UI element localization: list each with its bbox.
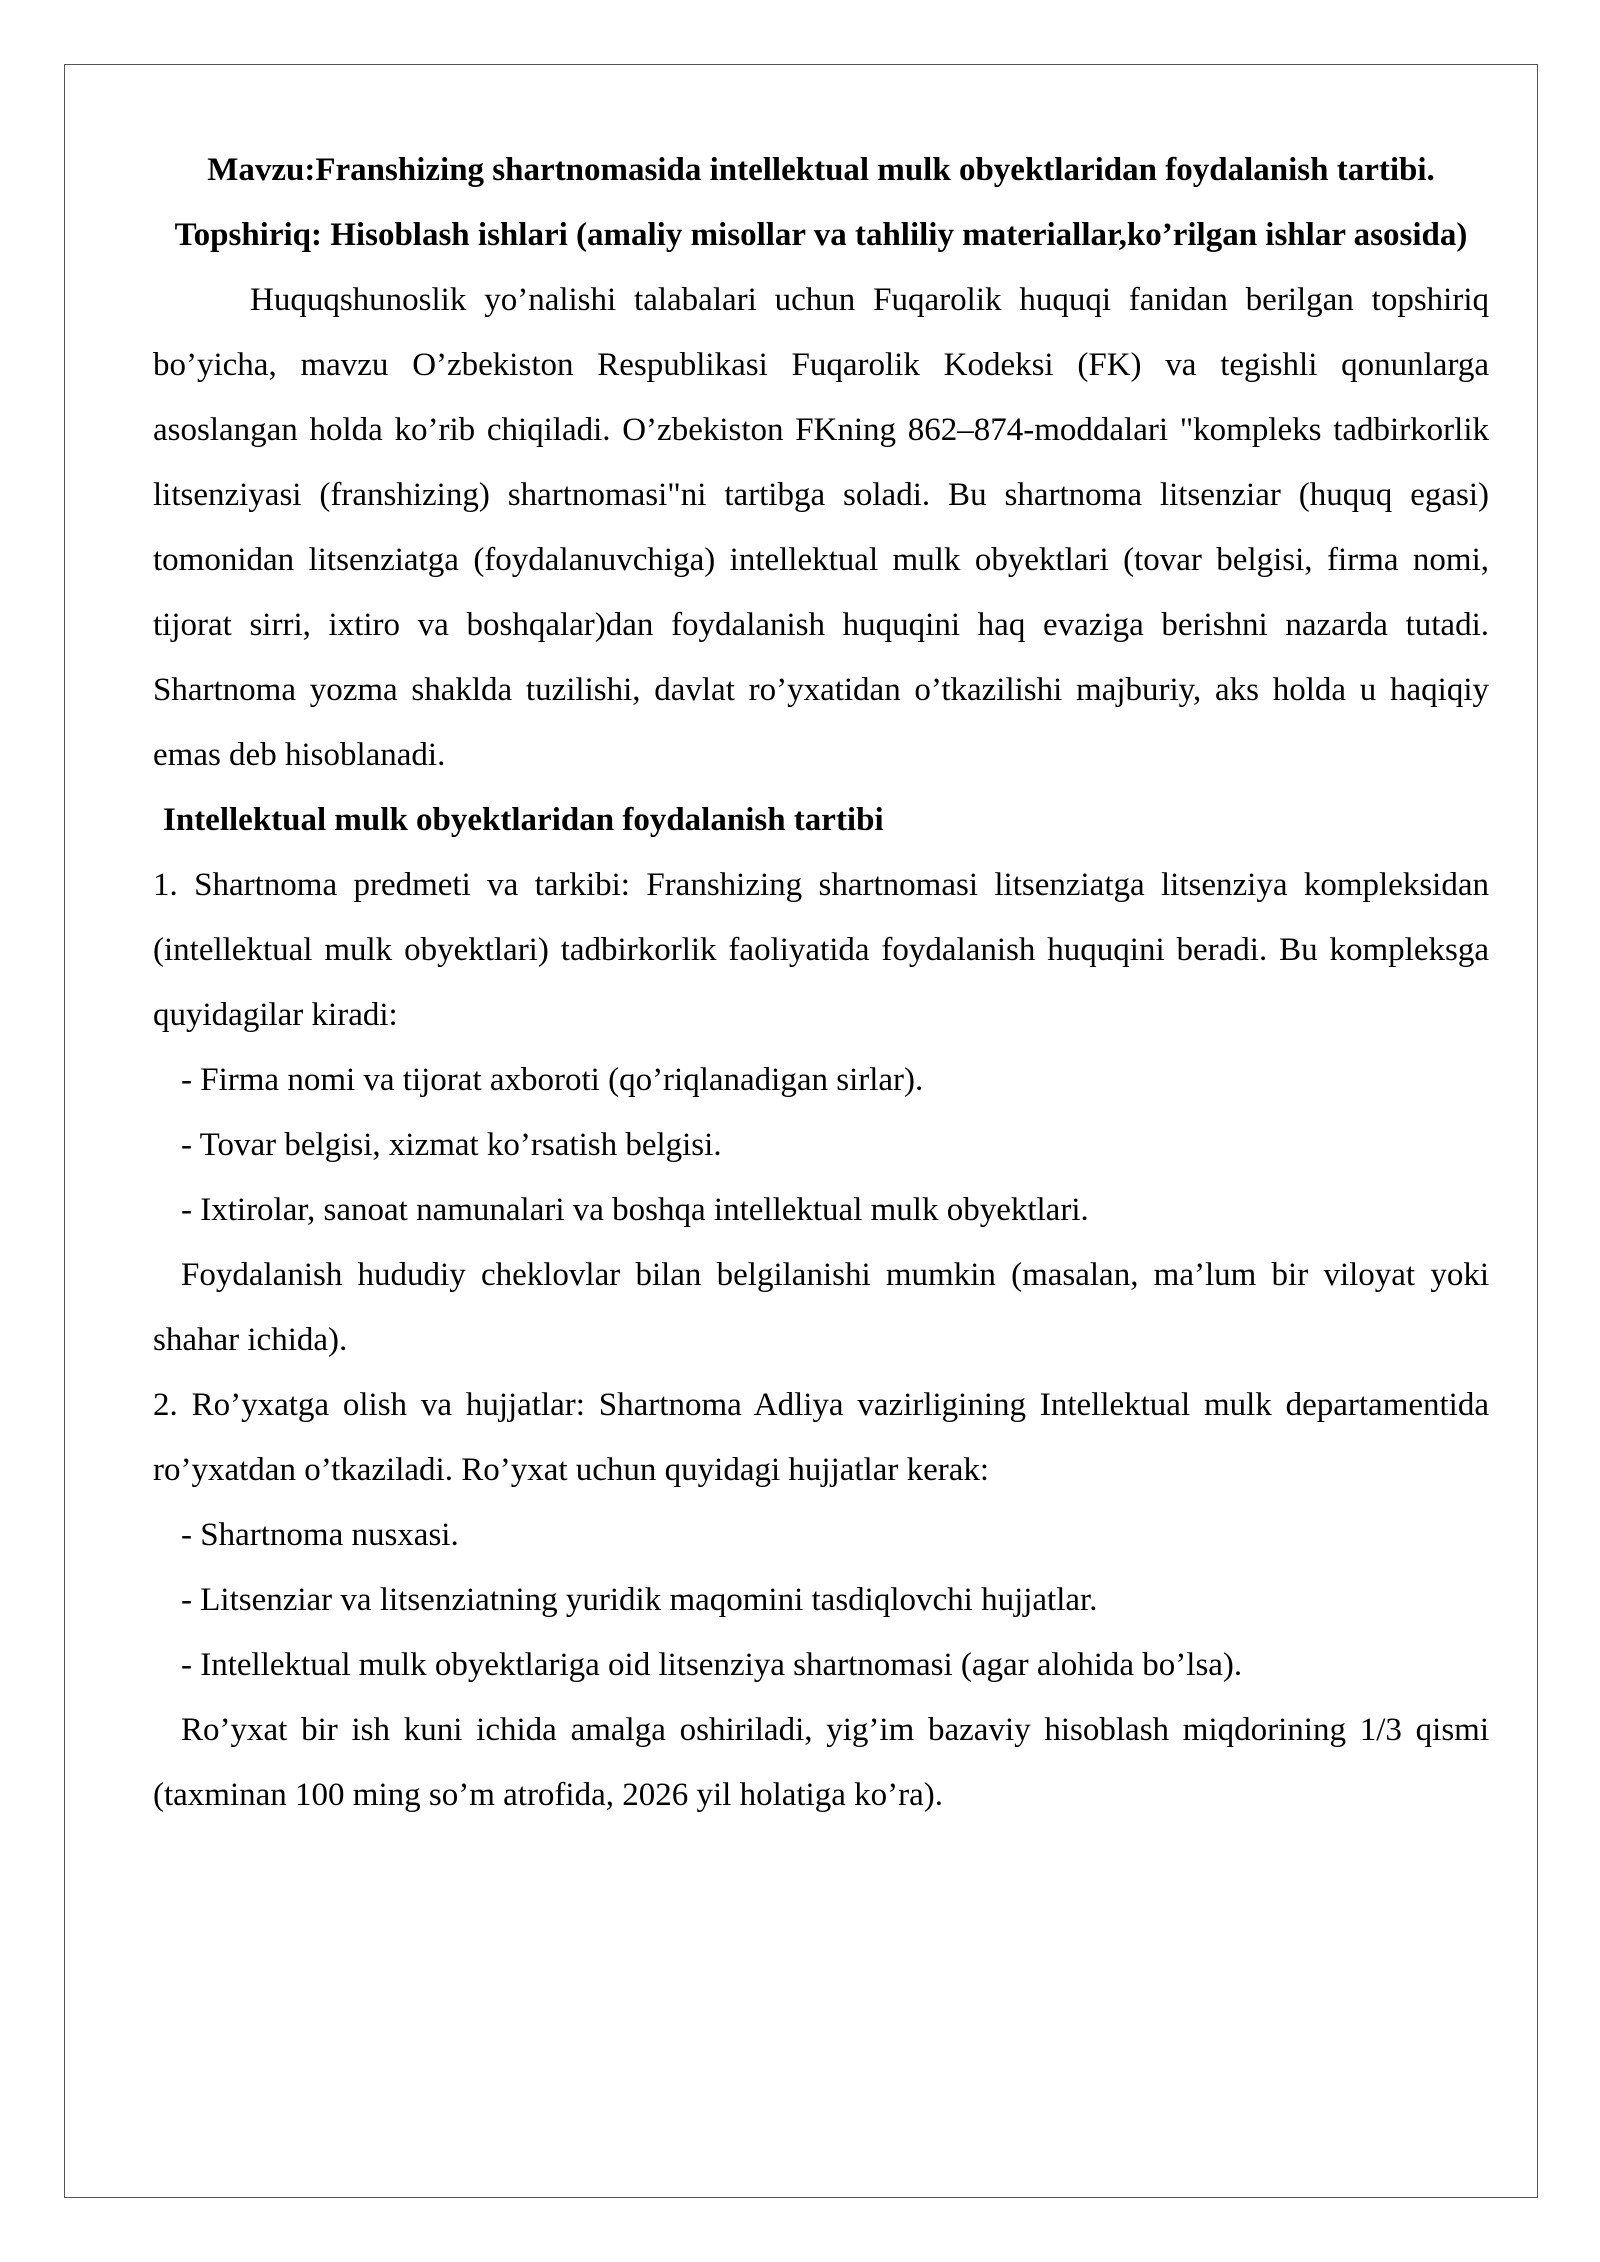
intro-paragraph: Huquqshunoslik yo’nalishi talabalari uchun Fuqarolik huquqi fanidan berilgan topshiriq bo’yicha, mavzu O’zbekiston Respublikasi Fuqarolik Kodeksi (FK) va tegishli qonunlarga asoslangan holda ko’rib chiqiladi. O’zbekiston FKning 862–874-moddalari "kompleks tadbirkorlik litsenziyasi (franshizing) shartnomasi"ni tartibga soladi. Bu shartnoma litsenziar (huquq egasi) tomonidan litsenziatga (foydalanuvchiga) intellektual mulk obyektlari (tovar belgisi, firma nomi, tijorat sirri, ixtiro va boshqalar)dan foydalanish huquqini haq evaziga berishni nazarda tutadi. Shartnoma yozma shakldа tuzilishi, davlat ro’yxatidan o’tkazilishi majburiy, aks holda u haqiqiy emas deb hisoblanadi. <box>153 282 1489 773</box>
point-2-paragraph: 2. Ro’yxatga olish va hujjatlar: Shartnoma Adliya vazirligining Intellektual mulk departamentida ro’yxatdan o’tkaziladi. Ro’yxat uchun quyidagi hujjatlar kerak: <box>153 1387 1489 1488</box>
point-1-note: Foydalanish hududiy cheklovlar bilan belgilanishi mumkin (masalan, ma’lum bir viloyat yoki shahar ichida). <box>153 1257 1489 1358</box>
point-1-bullet: - Firma nomi va tijorat axboroti (qo’riqlanadigan sirlar). <box>181 1062 924 1098</box>
point-2-note: Ro’yxat bir ish kuni ichida amalga oshiriladi, yig’im bazaviy hisoblash miqdorining 1/3 qismi (taxminan 100 ming so’m atrofida, 2026 yil holatiga ko’ra). <box>153 1712 1489 1813</box>
document-task: Topshiriq: Hisoblash ishlari (amaliy misollar va tahliliy materiallar,ko’rilgan ishlar asosida) <box>174 217 1468 253</box>
point-2-bullet: - Shartnoma nusxasi. <box>181 1517 459 1553</box>
point-1-bullet: - Ixtirolar, sanoat namunalari va boshqa intellektual mulk obyektlari. <box>181 1192 1089 1228</box>
section-heading: Intellektual mulk obyektlaridan foydalanish tartibi <box>163 802 884 838</box>
document-title: Mavzu:Franshizing shartnomasida intellektual mulk obyektlaridan foydalanish tartibi. <box>207 152 1435 188</box>
point-2-bullet: - Intellektual mulk obyektlariga oid litsenziya shartnomasi (agar alohida bo’lsa). <box>181 1647 1243 1683</box>
document-body <box>153 138 1489 1828</box>
point-1-paragraph: 1. Shartnoma predmeti va tarkibi: Franshizing shartnomasi litsenziatga litsenziya kompleksidan (intellektual mulk obyektlari) tadbirkorlik faoliyatida foydalanish huquqini beradi. Bu kompleksga quyidagilar kiradi: <box>153 867 1489 1033</box>
point-1-bullet: - Tovar belgisi, xizmat ko’rsatish belgisi. <box>181 1127 722 1163</box>
point-2-bullet: - Litsenziar va litsenziatning yuridik maqomini tasdiqlovchi hujjatlar. <box>181 1582 1098 1618</box>
